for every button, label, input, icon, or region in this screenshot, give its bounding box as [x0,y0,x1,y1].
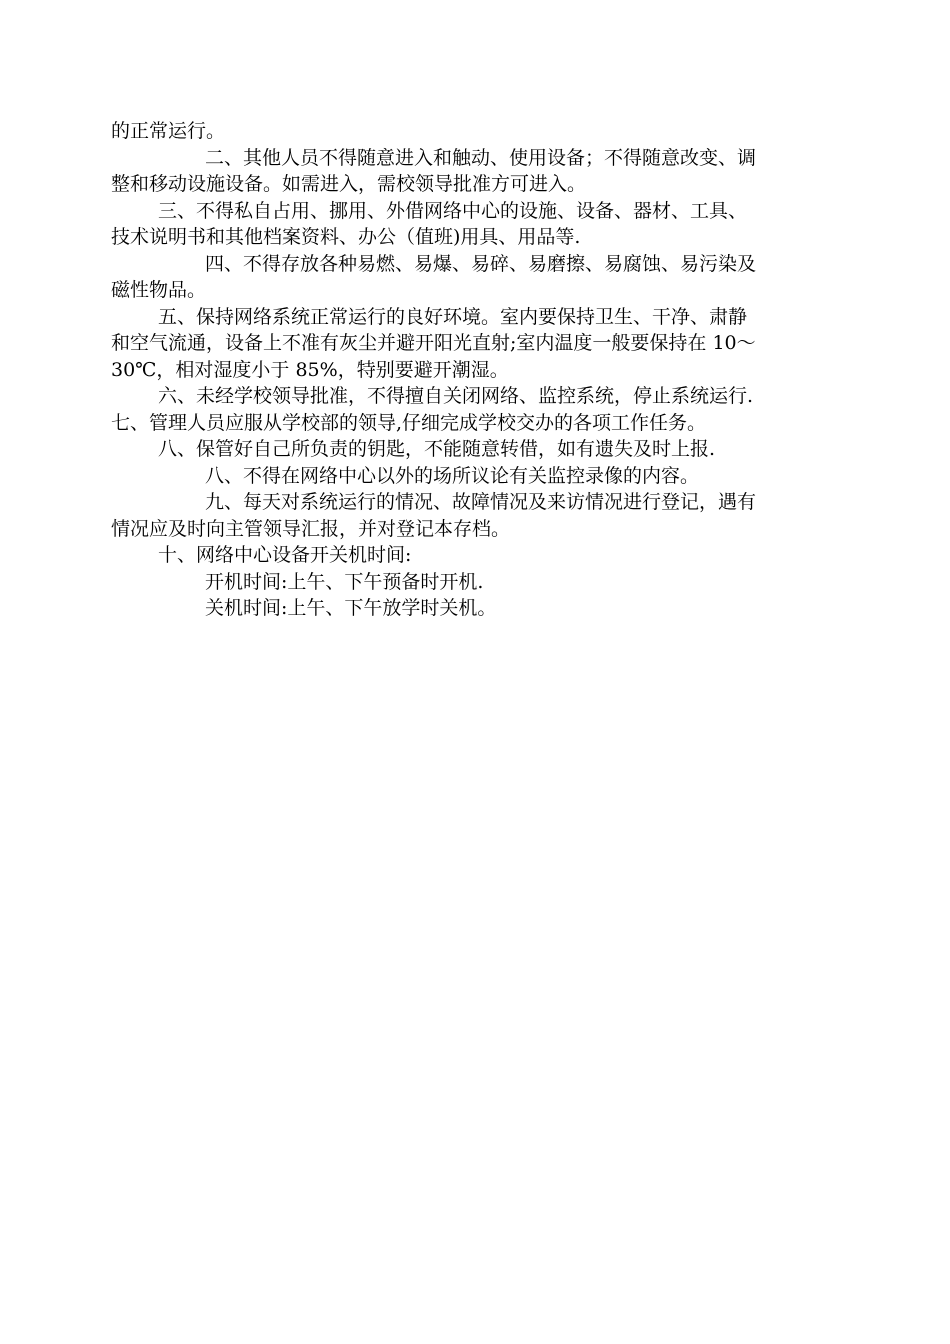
text-line: 整和移动设施设备。如需进入，需校领导批准方可进入。 [111,173,587,195]
paragraph-rule-8a [111,436,871,463]
paragraph-rule-5 [111,304,871,384]
text-line: 二、其他人员不得随意进入和触动、使用设备；不得随意改变、调 [205,146,757,169]
text-line: 四、不得存放各种易燃、易爆、易碎、易磨擦、易腐蚀、易污染及 [205,252,757,275]
text-line: 关机时间:上午、下午放学时关机。 [205,597,497,619]
paragraph-rule-3 [111,198,871,251]
paragraph-rule-8b [111,463,871,490]
text-line: 磁性物品。 [111,279,207,301]
paragraph-rule-9 [111,489,871,542]
text-line: 八、不得在网络中心以外的场所议论有关监控录像的内容。 [205,464,700,487]
paragraph-rule-7 [111,410,871,437]
paragraph-rule-10 [111,542,871,569]
document-body [111,118,871,622]
paragraph-rule-6 [111,383,871,410]
text-line: 八、保管好自己所负责的钥匙，不能随意转借，如有遗失及时上报. [158,438,716,460]
text-line: 技术说明书和其他档案资料、办公（值班)用具、用品等. [111,226,581,248]
text-line: 六、未经学校领导批准，不得擅自关闭网络、监控系统，停止系统运行. [158,385,754,407]
paragraph-rule-4 [111,251,871,304]
text-line: 五、保持网络系统正常运行的良好环境。室内要保持卫生、干净、肃静 [158,305,748,328]
text-line: 十、网络中心设备开关机时间: [158,544,412,566]
paragraph-power-off-time [111,595,871,622]
text-line: 三、不得私自占用、挪用、外借网络中心的设施、设备、器材、工具、 [158,199,748,222]
text-line: 九、每天对系统运行的情况、故障情况及来访情况进行登记，遇有 [205,491,757,513]
paragraph-rule-2 [111,145,871,198]
text-line: 30℃，相对湿度小于 85%，特别要避开潮湿。 [111,358,509,381]
paragraph-power-on-time [111,569,871,596]
text-line: 开机时间:上午、下午预备时开机. [205,570,484,593]
text-line: 七、管理人员应服从学校部的领导,仔细完成学校交办的各项工作任务。 [111,411,707,434]
text-line: 和空气流通，设备上不准有灰尘并避开阳光直射;室内温度一般要保持在 10～ [111,332,756,354]
text-line: 的正常运行。 [111,120,226,142]
paragraph-continuation [111,118,871,145]
text-line: 情况应及时向主管领导汇报，并对登记本存档。 [111,517,511,540]
